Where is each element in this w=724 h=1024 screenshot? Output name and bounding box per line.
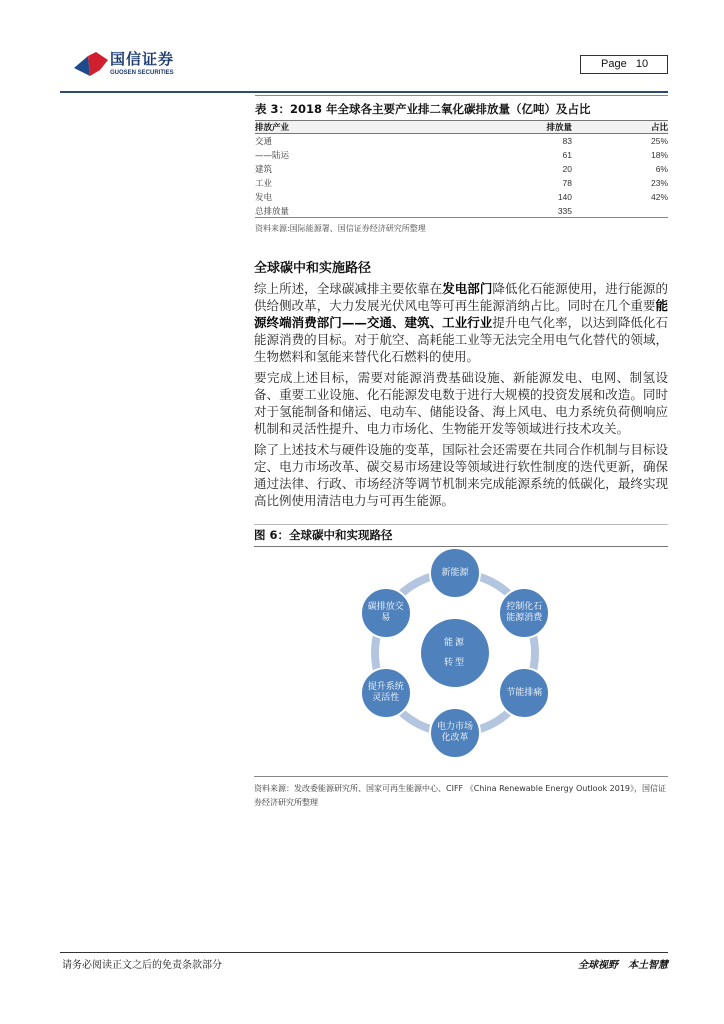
- section-title: 全球碳中和实施路径: [254, 261, 372, 276]
- table-body: [255, 134, 668, 218]
- figure-header: [254, 524, 668, 547]
- header-rule: [60, 91, 668, 93]
- pathway-node: 提升系统灵活性: [360, 667, 412, 719]
- company-logo: [74, 50, 184, 80]
- table-cell: 140: [557, 192, 572, 202]
- table-cell: 6%: [655, 164, 668, 174]
- table-title: 表 3：2018 年全球各主要产业排二氧化碳排放量（亿吨）及占比: [255, 95, 668, 120]
- emissions-table: [255, 95, 668, 234]
- figure-source: 资料来源：发改委能源研究所、国家可再生能源中心、CIFF 《China Renewable Energy Outlook 2019》，国信证券经济研究所整理: [254, 776, 668, 810]
- table-cell: 42%: [650, 192, 668, 202]
- paragraph: [254, 369, 668, 437]
- table-row: [255, 134, 668, 148]
- table-cell: 建筑: [255, 165, 273, 175]
- bold-text: 发电部门: [442, 281, 493, 296]
- table-row: [255, 176, 668, 190]
- table-cell: 交通: [255, 137, 273, 147]
- pathway-node: 节能排痛: [498, 667, 550, 719]
- table-header: [255, 120, 668, 134]
- table-cell: 78: [562, 178, 572, 188]
- col-header: 排放产业: [255, 123, 290, 133]
- body-text: [254, 280, 668, 516]
- bold-text: 能源终端消费部门——交通、建筑、工业行业: [254, 298, 668, 330]
- table-cell: 83: [562, 136, 572, 146]
- logo-text-en: GUOSEN SECURITIES: [110, 70, 174, 76]
- footer-rule: [60, 952, 668, 953]
- page-number: 10: [635, 58, 649, 70]
- pathway-node: 碳排放交易: [360, 587, 412, 639]
- table-cell: 25%: [650, 136, 668, 146]
- table-cell: 18%: [650, 150, 668, 160]
- table-cell: 工业: [255, 179, 273, 189]
- page-label: Page: [601, 58, 627, 70]
- pathway-diagram: [254, 547, 668, 767]
- table-cell: 23%: [650, 178, 668, 188]
- logo-text-cn: 国信证券: [110, 50, 175, 68]
- pathway-node: 控制化石能源消费: [498, 587, 550, 639]
- table-cell: 总排放量: [255, 206, 290, 217]
- figure-title: 图 6：全球碳中和实现路径: [254, 524, 668, 547]
- table-source: 资料来源:国际能源署、国信证券经济研究所整理: [255, 224, 426, 233]
- disclaimer-note: 请务必阅读正文之后的免责条款部分: [62, 960, 222, 971]
- pathway-node: 电力市场化改革: [429, 707, 481, 759]
- table-cell: 61: [562, 150, 572, 160]
- page-indicator: [580, 55, 668, 74]
- text-run: 提升电气化率，以达到降低化石能源消费的目标。对于航空、高耗能工业等无法完全用电气化替代的领域，生物燃料和氢能来替代化石燃料的使用。: [254, 315, 668, 364]
- footer-slogan: 全球视野 本土智慧: [578, 960, 668, 971]
- table-row: [255, 162, 668, 176]
- col-header: 排放量: [546, 122, 572, 132]
- paragraph: [254, 441, 668, 509]
- table-row: [255, 148, 668, 162]
- table-cell: 20: [562, 164, 572, 174]
- text-run: 综上所述，全球碳减排主要依靠在: [254, 281, 443, 296]
- table-cell: ——陆运: [255, 151, 290, 161]
- pathway-node: 新能源: [429, 547, 481, 599]
- text-run: 要完成上述目标，需要对能源消费基础设施、新能源发电、电网、制氢设备、重要工业设施、化石能源发电数于进行大规模的投资发展和改造。同时对于氢能制备和储运、电动车、储能设备、海上风电、电力系统负荷侧响应机制和灵活性提升、电力市场化、生物能开发等领域进行技术攻关。: [254, 370, 668, 436]
- table-cell: 发电: [255, 193, 273, 203]
- col-header: 占比: [650, 122, 668, 132]
- paragraph: [254, 280, 668, 365]
- logo-mark-icon: [74, 50, 108, 78]
- center-node: 能源 转型: [421, 619, 489, 687]
- table-cell: 335: [557, 205, 572, 216]
- text-run: 降低化石能源使用，进行能源的供给侧改革，大力发展光伏风电等可再生能源消纳占比。同时在几个重要: [254, 281, 668, 313]
- text-run: 除了上述技术与硬件设施的变革，国际社会还需要在共同合作机制与目标设定、电力市场改革、碳交易市场建设等领域进行软性制度的迭代更新，确保通过法律、行政、市场经济等调节机制来完成能源系统的低碳化，最终实现高比例使用清洁电力与可再生能源。: [254, 442, 668, 508]
- table-row: [255, 204, 668, 218]
- table-row: [255, 190, 668, 204]
